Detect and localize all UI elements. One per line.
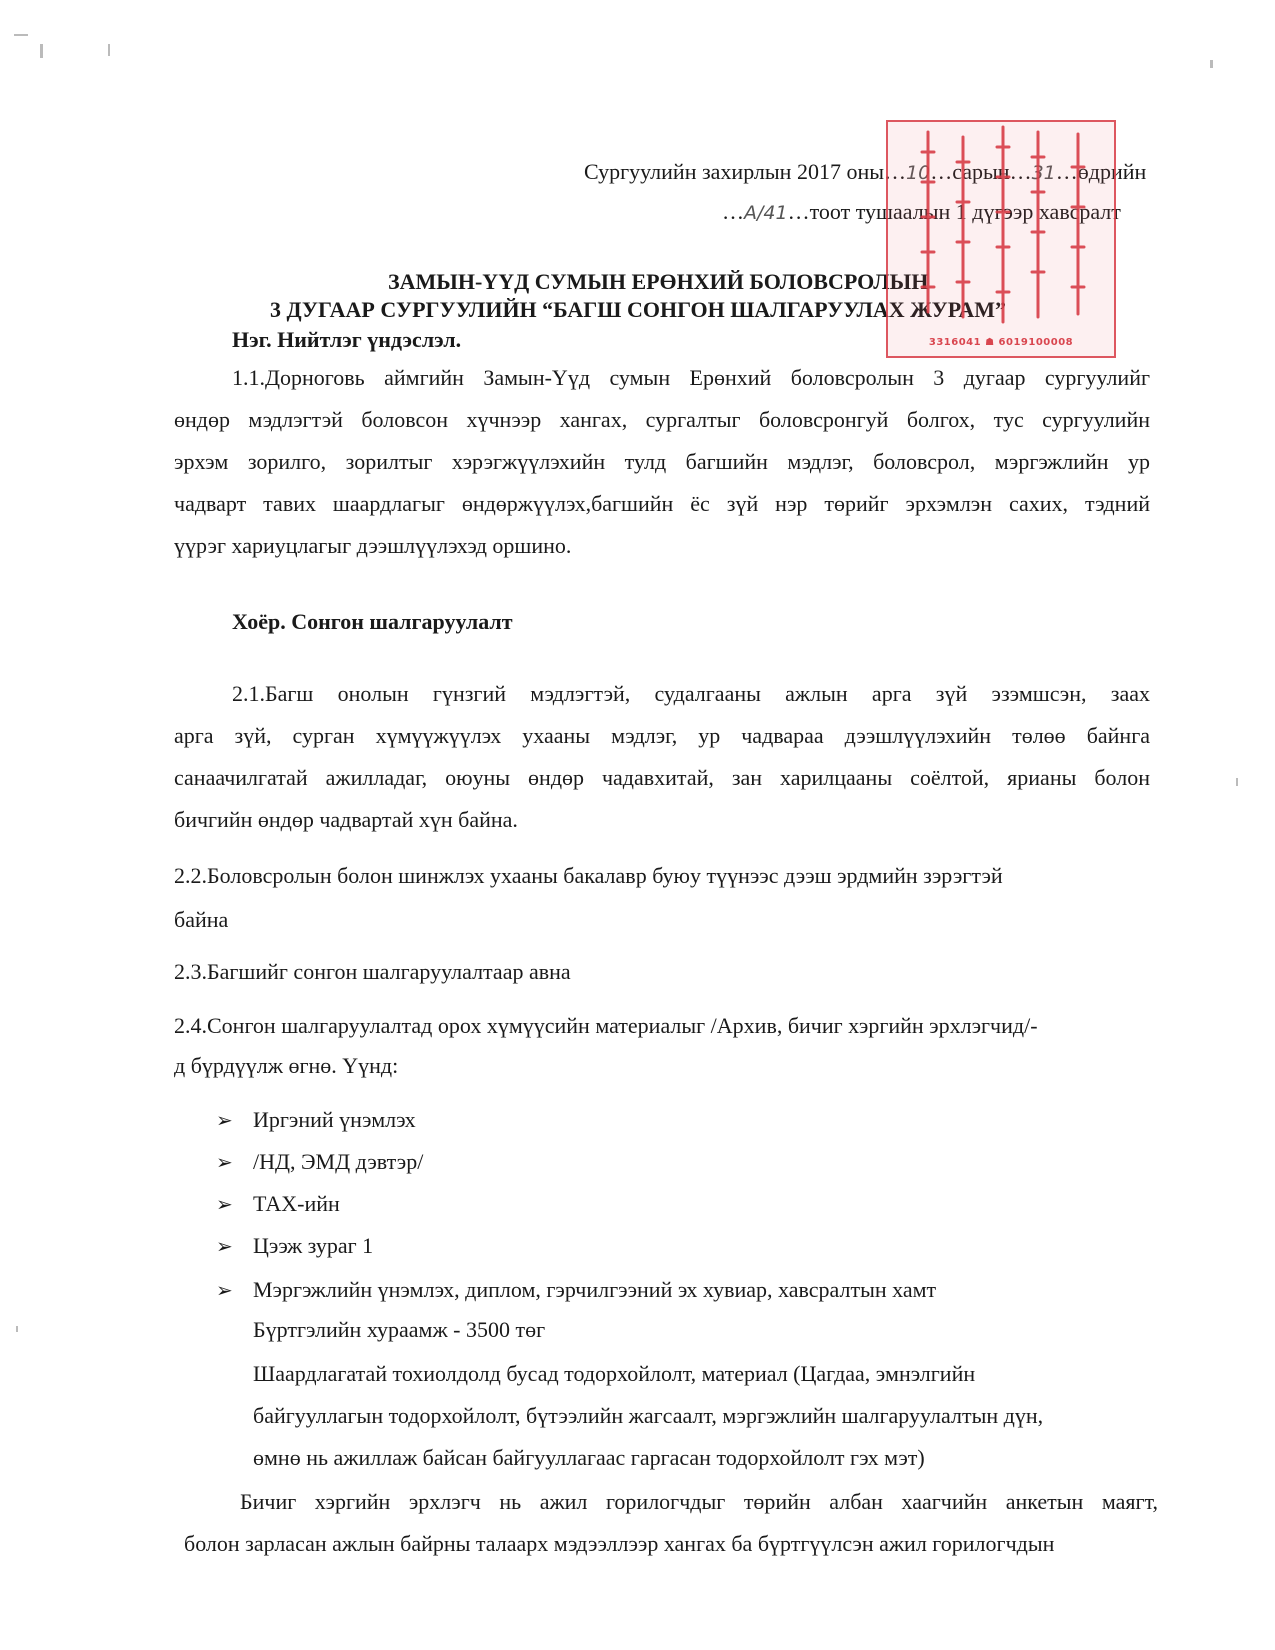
bullet-arrow-icon: ➢ [216,1150,233,1174]
section-1-heading: Нэг. Нийтлэг үндэслэл. [232,327,462,352]
paragraph-line: 2.4.Сонгон шалгаруулалтад орох хүмүүсийн материалыг /Архив, бичиг хэргийн эрхлэгчид/- [174,1013,1038,1038]
paragraph-line: чадварт тавих шаардлагыг өндөржүүлэх,багшийн ёс зүй нэр төрийг эрхэмлэн сахих, тэдний [174,491,1150,516]
bullet-arrow-icon: ➢ [216,1234,233,1258]
handwritten-month: 10 [906,162,931,184]
paragraph-line: байгууллагын тодорхойлолт, бүтээлийн жагсаалт, мэргэжлийн шалгаруулалтын дүн, [253,1403,1044,1428]
paragraph-line: өмнө нь ажиллаж байсан байгууллагаас гаргасан тодорхойлолт гэх мэт) [253,1445,925,1470]
paragraph-line: 1.1.Дорноговь аймгийн Замын-Үүд сумын Ерөнхий боловсролын 3 дугаар сургуулийг [232,365,1150,390]
scan-speck [1236,778,1238,786]
bullet-arrow-icon: ➢ [216,1108,233,1132]
scan-speck [1210,60,1213,68]
paragraph-line: 2.2.Боловсролын болон шинжлэх ухааны бакалавр буюу түүнээс дээш эрдмийн зэрэгтэй [174,863,1003,888]
list-item: /НД, ЭМД дэвтэр/ [253,1149,424,1174]
scan-speck [108,44,110,56]
bullet-arrow-icon: ➢ [216,1278,233,1302]
list-item: Цээж зураг 1 [253,1233,374,1258]
header-order-text: тоот тушаалын 1 дүгээр хавсралт [809,199,1121,224]
section-2-heading: Хоёр. Сонгон шалгаруулалт [232,609,513,634]
bullet-arrow-icon: ➢ [216,1192,233,1216]
registration-fee: Бүртгэлийн хураамж - 3500 төг [253,1317,546,1342]
handwritten-day: 31 [1031,162,1056,184]
title-line-2: 3 ДУГААР СУРГУУЛИЙН “БАГШ СОНГОН ШАЛГАРУУЛАХ ЖУРАМ” [270,297,1006,322]
paragraph-line: 2.1.Багш онолын гүнзгий мэдлэгтэй, судалгааны ажлын арга зүй эзэмшсэн, заах [232,681,1150,706]
paragraph-line: Шаардлагатай тохиолдолд бусад тодорхойлолт, материал (Цагдаа, эмнэлгийн [253,1361,976,1386]
title-line-1: ЗАМЫН-ҮҮД СУМЫН ЕРӨНХИЙ БОЛОВСРОЛЫН [388,269,929,294]
scan-speck [14,34,28,36]
paragraph-line: 2.3.Багшийг сонгон шалгаруулалтаар авна [174,959,571,984]
list-item: Иргэний үнэмлэх [253,1107,416,1132]
paragraph-line: үүрэг хариуцлагыг дээшлүүлэхэд оршино. [174,533,572,558]
paragraph-line: байна [174,907,229,932]
paragraph-line: арга зүй, сурган хүмүүжүүлэх ухааны мэдлэг, ур чадвараа дээшлүүлэхийн төлөө байнга [174,723,1150,748]
paragraph-line: эрхэм зорилго, зорилтыг хэрэгжүүлэхийн тулд багшийн мэдлэг, боловсрол, мэргэжлийн ур [174,449,1150,474]
scan-speck [16,1326,18,1332]
header-month-word: сарын [952,159,1010,184]
paragraph-line: д бүрдүүлж өгнө. Үүнд: [174,1053,399,1078]
paragraph-line: Бичиг хэргийн эрхлэгч нь ажил горилогчдыг төрийн албан хаагчийн анкетын маягт, [240,1489,1158,1514]
handwritten-order-number: А/41 [744,202,788,224]
header-line-2: …А/41…тоот тушаалын 1 дүгээр хавсралт [722,199,1121,224]
paragraph-line: санаачилгатай ажилладаг, оюуны өндөр чадавхитай, зан харилцааны соёлтой, ярианы болон [174,765,1150,790]
header-day-word: өдрийн [1077,159,1147,184]
paragraph-line: өндөр мэдлэгтэй боловсон хүчнээр хангах, сургалтыг боловсронгуй болгох, тус сургуулийн [174,407,1150,432]
stamp-registration-number: 3316041 ☗ 6019100008 [928,337,1074,348]
scan-speck [40,44,43,58]
stamp-mongolian-script-icon [888,122,1118,360]
list-item: ТАХ-ийн [253,1191,340,1216]
list-item: Мэргэжлийн үнэмлэх, диплом, гэрчилгээний эх хувиар, хавсралтын хамт [253,1277,937,1302]
header-line-1: Сургуулийн захирлын 2017 оны…10…сарын…31…өдрийн [584,159,1147,184]
paragraph-line: болон зарласан ажлын байрны талаарх мэдээллээр хангах ба бүртгүүлсэн ажил горилогчдын [184,1531,1055,1556]
paragraph-line: бичгийн өндөр чадвартай хүн байна. [174,807,518,832]
official-stamp [886,120,1116,358]
header-prefix: Сургуулийн захирлын 2017 оны [584,159,885,184]
